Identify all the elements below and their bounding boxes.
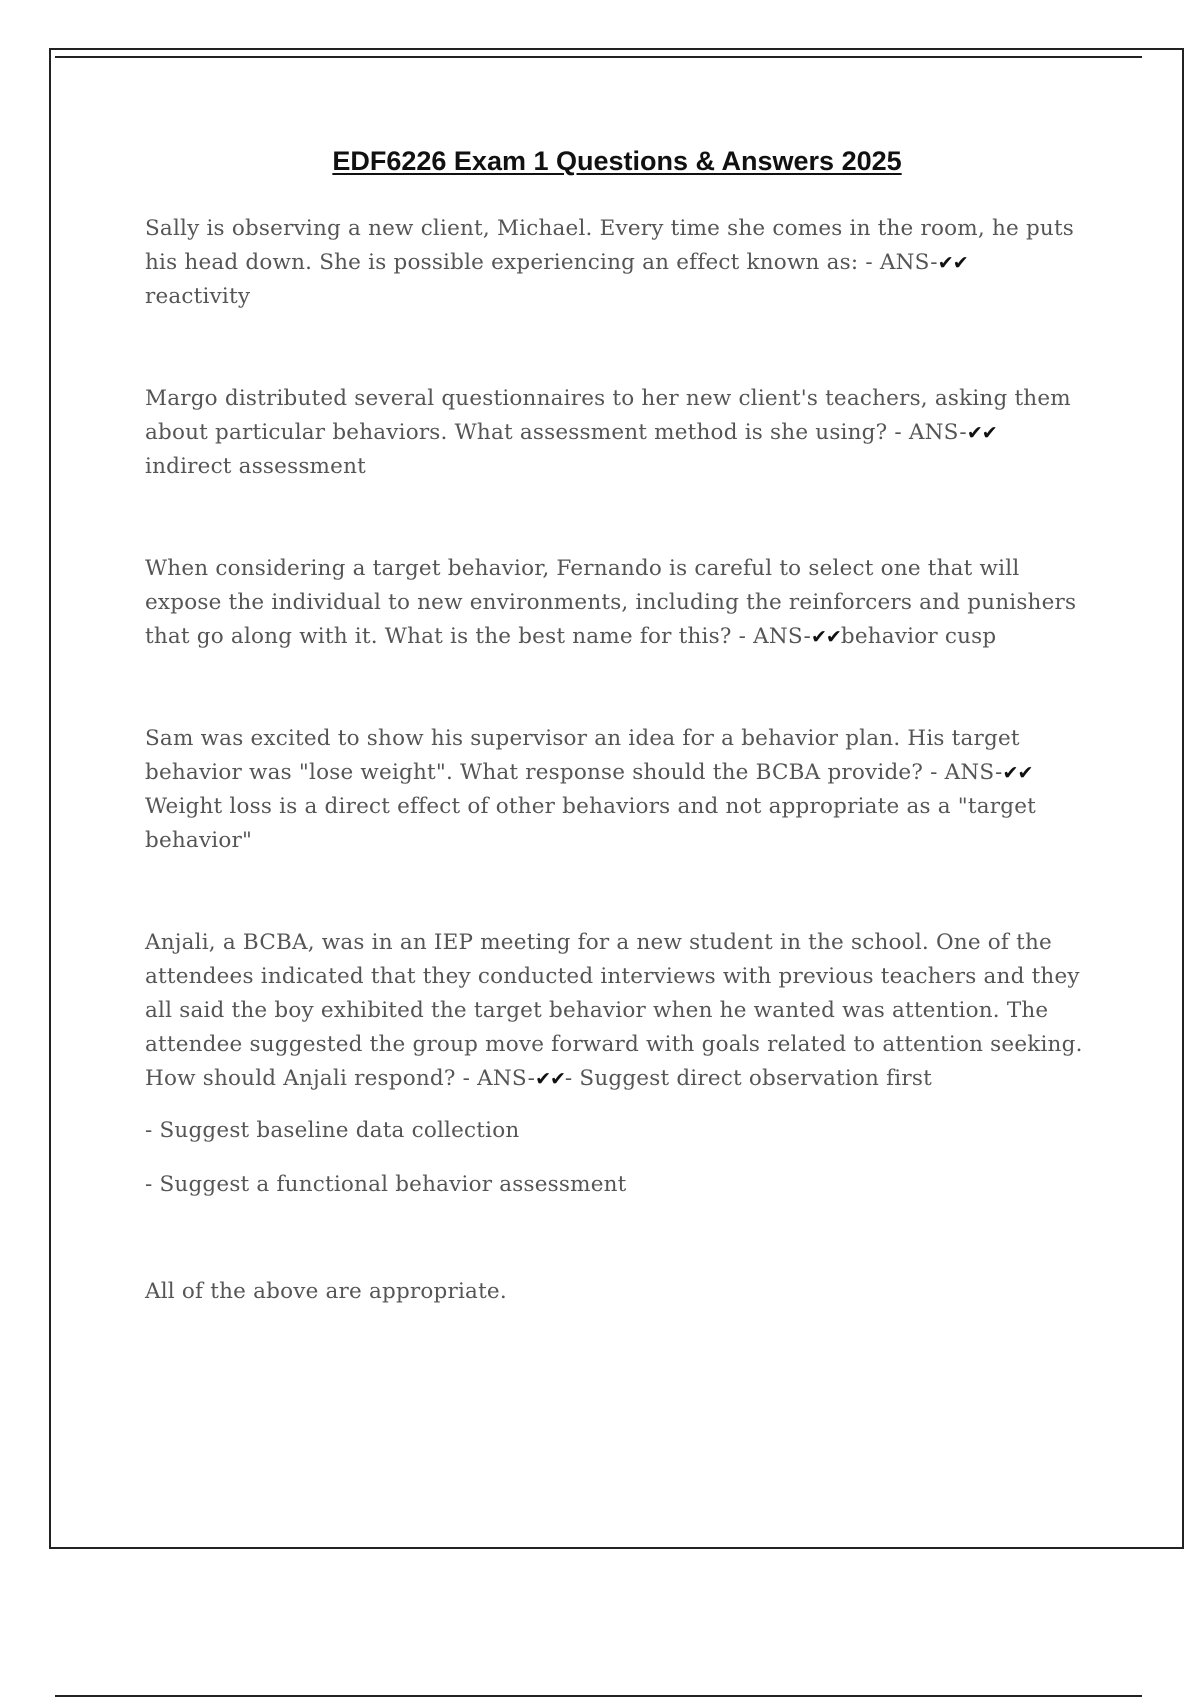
qa-item-5 [145,926,1090,1096]
check-icon: ✔✔ [966,422,997,444]
question-text: Sam was excited to show his supervisor an idea for a behavior plan. His target behavior was "lose weight". What response should the BCBA provide? - ANS- [145,726,1020,785]
option-item: - Suggest baseline data collection [145,1118,520,1143]
answer-text: indirect assessment [145,454,366,479]
question-text: Sally is observing a new client, Michael. Every time she comes in the room, he puts his head down. She is possible experiencing an effect known as: - ANS- [145,216,1075,275]
question-text: When considering a target behavior, Fernando is careful to select one that will expose the individual to new environments, including the reinforcers and punishers that go along with it. What is the best name for this? - ANS- [145,556,1077,649]
question-text: Anjali, a BCBA, was in an IEP meeting for a new student in the school. One of the attendees indicated that they conducted interviews with previous teachers and they all said the boy exhibited the target behavior when he wanted was attention. The attendee suggested the group move forward with goals related to attention seeking. How should Anjali respond? - ANS- [145,930,1083,1091]
check-icon: ✔✔ [811,626,841,648]
check-icon: ✔✔ [535,1068,565,1090]
document-body [145,212,1090,1331]
qa-item-2 [145,382,1090,484]
document-title: EDF6226 Exam 1 Questions & Answers 2025 [332,146,902,176]
qa-item-1 [145,212,1090,314]
answer-text: reactivity [145,284,251,309]
option-item: - Suggest a functional behavior assessment [145,1172,627,1197]
question-text: Margo distributed several questionnaires to her new client's teachers, asking them about particular behaviors. What assessment method is she using? - ANS- [145,386,1071,445]
bottom-rule [55,1695,1142,1697]
answer-text: Weight loss is a direct effect of other behaviors and not appropriate as a "target behavior" [145,794,1036,853]
qa-item-3 [145,552,1090,654]
check-icon: ✔✔ [1002,762,1033,784]
qa-item-4 [145,722,1090,858]
check-icon: ✔✔ [937,252,968,274]
answer-text: - Suggest direct observation first [564,1066,932,1091]
closing-text: All of the above are appropriate. [145,1279,507,1304]
answer-text: behavior cusp [840,624,997,649]
